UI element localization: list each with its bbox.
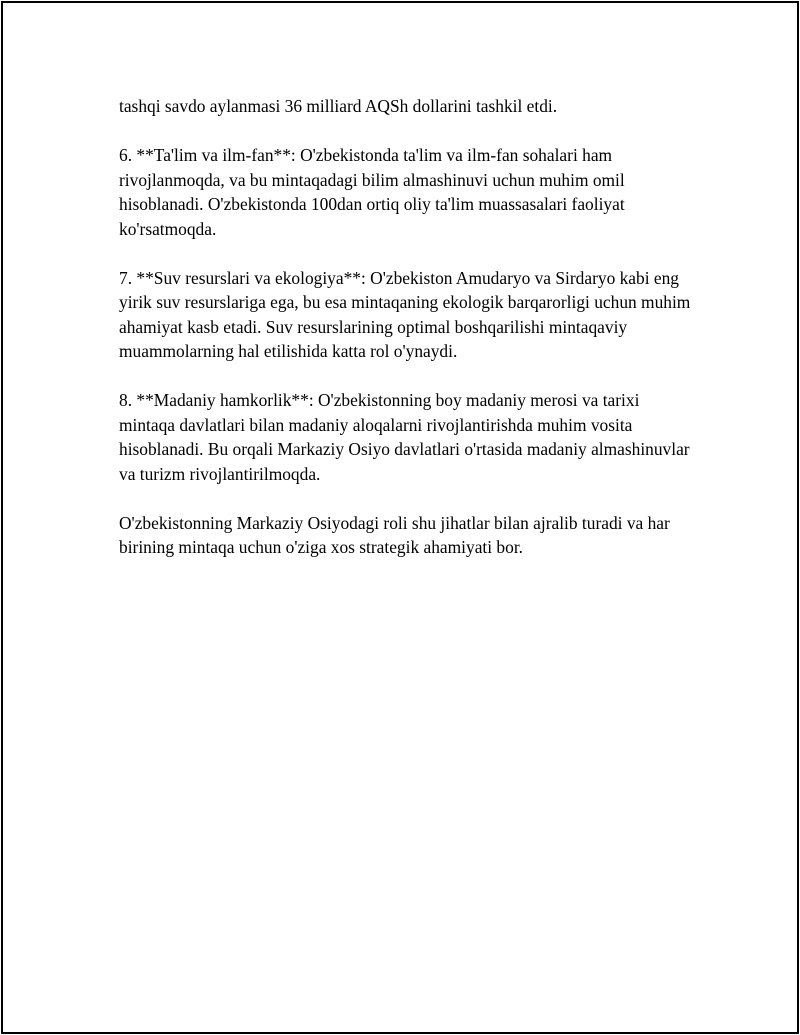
paragraph-trade-turnover: tashqi savdo aylanmasi 36 milliard AQSh dollarini tashkil etdi. [119,96,558,116]
paragraph-education-science: 6. **Ta'lim va ilm-fan**: O'zbekistonda ta'lim va ilm-fan sohalari ham rivojlanmoqda, va bu mintaqadagi bilim almashinuvi uchun muhim omil hisoblanadi. O'zbekistonda 100dan ortiq oliy ta'lim muassasalari faoliyat ko'rsatmoqda. [119,145,625,239]
paragraph-water-ecology: 7. **Suv resurslari va ekologiya**: O'zbekiston Amudaryo va Sirdaryo kabi eng yirik suv resurslariga ega, bu esa mintaqaning ekologik barqarorligi uchun muhim ahamiyat kasb etadi. Suv resurslarining optimal boshqarilishi mintaqaviy muammolarning hal etilishida katta rol o'ynaydi. [119,267,691,361]
document-body [119,94,697,584]
document-page [1,1,799,1034]
paragraph-conclusion: O'zbekistonning Markaziy Osiyodagi roli shu jihatlar bilan ajralib turadi va har birining mintaqa uchun o'ziga xos strategik ahamiyati bor. [119,512,670,557]
paragraph-cultural-cooperation: 8. **Madaniy hamkorlik**: O'zbekistonning boy madaniy merosi va tarixi mintaqa davlatlari bilan madaniy aloqalarni rivojlantirishda muhim vosita hisoblanadi. Bu orqali Markaziy Osiyo davlatlari o'rtasida madaniy almashinuvlar va turizm rivojlantirilmoqda. [119,390,690,484]
